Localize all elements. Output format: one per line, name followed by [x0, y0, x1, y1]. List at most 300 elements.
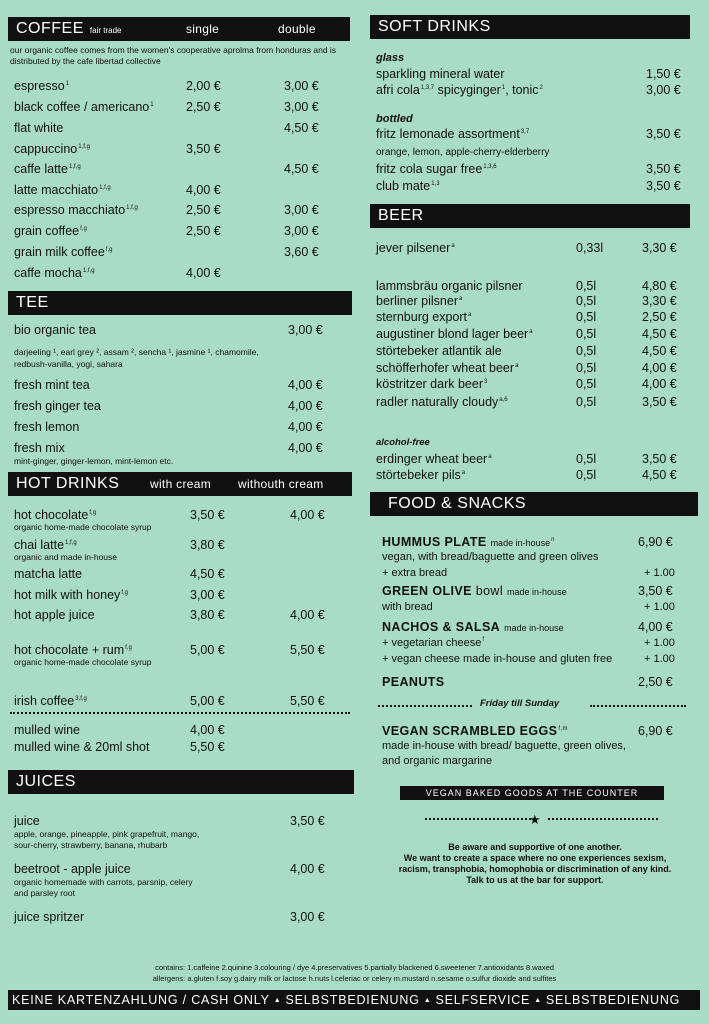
item-name [14, 588, 128, 602]
beer-row [376, 395, 692, 411]
food-detail [382, 567, 447, 579]
beer-row [376, 241, 692, 257]
food-item-row [382, 724, 692, 740]
price-with-cream: 5,50 € [190, 740, 225, 754]
food-detail-row [382, 601, 692, 615]
self-service-de-2: SELBSTBEDIENUNG [545, 993, 681, 1007]
juices-title: JUICES [16, 773, 76, 790]
item-superscript: n [551, 536, 555, 543]
item-superscript: a [468, 311, 472, 318]
item-note: redbush-vanilla, yogi, sahara [14, 359, 123, 369]
item-name [14, 100, 154, 114]
price-with-cream: 3,80 € [190, 538, 225, 552]
food-item-row [382, 675, 692, 691]
beer-row [376, 361, 692, 377]
food-price: 6,90 € [638, 724, 673, 738]
food-detail-row [382, 740, 692, 754]
food-name [382, 724, 568, 738]
price: 3,50 € [642, 452, 677, 466]
star-divider-right [548, 818, 658, 820]
food-name-text: GREEN OLIVE [382, 584, 472, 598]
beer-size: 0,5l [576, 395, 597, 409]
item-name [376, 310, 471, 324]
food-detail [382, 551, 599, 563]
beer-size: 0,5l [576, 468, 597, 482]
beer-size: 0,5l [576, 327, 597, 341]
price-single: 2,50 € [186, 100, 221, 114]
food-detail-text: vegan, with bread/baguette and green olives [382, 551, 599, 563]
item-name-text: espresso [14, 79, 65, 93]
item-name-text: caffe mocha [14, 266, 82, 280]
beer-size: 0,5l [576, 361, 597, 375]
item-name-text: grain coffee [14, 224, 80, 238]
triangle-icon: ▲ [273, 996, 282, 1004]
tee-item-row [14, 399, 350, 415]
item-note: apple, orange, pineapple, pink grapefruit, mango, [14, 829, 200, 839]
contains-legend: contains: 1.caffeine 2.quinine 3.colouring / dye 4.preservatives 5.partially blackened 6.sweetener 7.antioxidants 8.waxed [155, 963, 554, 972]
price: 3,50 € [646, 179, 681, 193]
item-name-text: black coffee / americano [14, 100, 150, 114]
item-superscript: a [458, 295, 463, 302]
food-detail [382, 637, 484, 649]
hot-drinks-header [8, 472, 352, 496]
beer-size: 0,5l [576, 452, 597, 466]
item-name [14, 814, 40, 828]
item-superscript: f,g [121, 589, 128, 596]
price-single: 2,50 € [186, 203, 221, 217]
beer-size: 0,5l [576, 294, 597, 308]
item-name [14, 378, 90, 392]
item-name-text: cappuccino [14, 142, 78, 156]
item-name-text: fresh mix [14, 441, 65, 455]
price-double: 3,60 € [284, 245, 319, 259]
price: 3,50 € [646, 162, 681, 176]
food-detail-row [382, 551, 692, 565]
hot-drink-row [14, 723, 350, 739]
item-name [376, 83, 543, 97]
price-with-cream: 5,00 € [190, 643, 225, 657]
item-superscript: 1,3,7 [420, 84, 435, 91]
food-item-row [382, 620, 692, 636]
beer-row [376, 377, 692, 393]
item-note: mint-ginger, ginger-lemon, mint-lemon etc. [14, 456, 174, 466]
food-header [370, 492, 698, 516]
juice-row [14, 862, 350, 878]
food-detail-text: + extra bread [382, 567, 448, 579]
item-name [14, 910, 84, 924]
item-name [376, 452, 492, 466]
food-name [382, 584, 567, 598]
hot-col-without-cream: withouth cream [238, 477, 324, 491]
coffee-item-row [14, 100, 350, 116]
coffee-item-row [14, 224, 350, 240]
item-name-text: espresso macchiato [14, 203, 126, 217]
item-superscript: a [529, 328, 533, 335]
allergens-legend: allergens: a.gluten f.soy g.dairy milk or lactose h.nuts l.celeriac or celery m.mustard n.sesame o.sulfur dioxide and sulfites [152, 974, 557, 983]
coffee-item-row [14, 162, 350, 178]
item-superscript: a [515, 362, 519, 369]
item-name [14, 441, 65, 455]
item-name [376, 162, 497, 176]
item-name [14, 508, 96, 522]
support-line-3: racism, transphobia, homophobia or discrimination of any kind. [398, 864, 672, 874]
price-double: 3,00 € [284, 203, 319, 217]
coffee-item-row [14, 142, 350, 158]
food-price: 4,00 € [638, 620, 673, 634]
item-superscript: 1,f,g [126, 204, 138, 211]
food-detail-row [382, 567, 692, 581]
item-name-text: fresh lemon [14, 420, 80, 434]
item-superscript: f,g [105, 246, 113, 253]
item-superscript: 1,3 [431, 180, 440, 187]
item-name-text: hot milk with honey [14, 588, 121, 602]
soft-drinks-title: SOFT DRINKS [378, 18, 491, 35]
food-title: FOOD & SNACKS [388, 495, 527, 512]
star-divider-left [425, 818, 535, 820]
price: 3,00 € [288, 323, 323, 337]
item-name-text: chai latte [14, 538, 65, 552]
price-with-cream: 5,00 € [190, 694, 225, 708]
item-superscript: 3 [483, 378, 488, 385]
food-detail-text: + vegetarian cheese [382, 637, 482, 649]
item-name-text: fritz cola sugar free [376, 162, 483, 176]
item-superscript: a [461, 469, 466, 476]
tee-item-row [14, 378, 350, 394]
item-name-text: hot chocolate [14, 508, 89, 522]
item-superscript: 1,f,g [65, 539, 77, 546]
coffee-header [8, 17, 350, 41]
item-name [14, 79, 69, 93]
price-double: 4,50 € [284, 162, 319, 176]
price-with-cream: 3,80 € [190, 608, 225, 622]
extra-price: + 1.00 [644, 637, 675, 649]
item-superscript: 1 [150, 101, 154, 108]
food-price: 2,50 € [638, 675, 673, 689]
food-detail-text: + vegan cheese made in-house and gluten free [382, 653, 613, 665]
hot-drink-row [14, 694, 350, 710]
item-name-text: irish coffee [14, 694, 75, 708]
price: 3,50 € [642, 395, 677, 409]
extra-price: + 1.00 [644, 601, 675, 613]
price-single: 4,00 € [186, 183, 221, 197]
item-name [14, 608, 95, 622]
item-name-text: , tonic [505, 83, 539, 97]
food-price: 3,50 € [638, 584, 673, 598]
food-made-in-house: made in-house [504, 623, 564, 633]
item-name [376, 344, 502, 358]
price: 4,50 € [642, 344, 677, 358]
coffee-subtitle: fair trade [89, 26, 122, 35]
item-superscript: f [482, 637, 485, 644]
item-superscript: a [451, 242, 455, 249]
item-name [376, 241, 455, 255]
price-single: 2,00 € [186, 79, 221, 93]
item-name [376, 127, 529, 141]
self-service-en: SELFSERVICE [435, 993, 531, 1007]
tee-title: TEE [16, 294, 49, 311]
item-name [14, 323, 96, 337]
item-name [14, 142, 90, 156]
item-name [376, 395, 508, 409]
price-with-cream: 3,50 € [190, 508, 225, 522]
star-icon: ★ [529, 812, 541, 827]
item-name-text: club mate [376, 179, 431, 193]
soft-drink-row [376, 179, 692, 195]
cash-only: KEINE KARTENZAHLUNG / CASH ONLY [12, 993, 270, 1007]
food-name-text: PEANUTS [382, 675, 445, 689]
item-superscript: 1,f,g [78, 143, 90, 150]
price-with-cream: 3,00 € [190, 588, 225, 602]
item-name [14, 203, 138, 217]
price-single: 3,50 € [186, 142, 221, 156]
food-detail-text: and organic margarine [382, 755, 493, 767]
coffee-col-single: single [186, 22, 220, 36]
price: 4,00 € [288, 441, 323, 455]
hot-drink-row [14, 588, 350, 604]
item-superscript: 1,f,g [82, 267, 95, 274]
item-name [376, 179, 440, 193]
item-name-text: sparkling mineral water [376, 67, 505, 81]
item-superscript: f,g [125, 644, 132, 651]
price: 4,00 € [642, 377, 677, 391]
food-detail [382, 755, 492, 767]
price: 3,00 € [646, 83, 681, 97]
item-name-text: störtebeker atlantik ale [376, 344, 502, 358]
item-name-text: fresh ginger tea [14, 399, 101, 413]
price: 4,50 € [642, 468, 677, 482]
item-note: orange, lemon, apple-cherry-elderberry [376, 147, 550, 158]
item-name-text: afri cola [376, 83, 420, 97]
price: 2,50 € [642, 310, 677, 324]
tee-item-row [14, 323, 350, 339]
food-detail [382, 601, 433, 613]
beer-size: 0,5l [576, 310, 597, 324]
glass-heading: glass [376, 52, 405, 64]
hot-drink-row [14, 740, 350, 756]
item-name [376, 361, 518, 375]
item-name [14, 723, 80, 737]
item-name [376, 468, 465, 482]
item-name-text: juice [14, 814, 40, 828]
beer-row [376, 310, 692, 326]
divider [590, 705, 686, 707]
coffee-intro: our organic coffee comes from the women's cooperative aprolma from honduras and is distributed by the cafe libertad collective [10, 45, 337, 66]
food-name-text: VEGAN SCRAMBLED EGGS [382, 724, 558, 738]
item-superscript: 2 [539, 84, 543, 91]
support-message [370, 842, 700, 886]
item-superscript: f,g [89, 509, 97, 516]
beer-size: 0,33l [576, 241, 604, 255]
item-superscript: 1,3,6 [483, 163, 497, 170]
item-name-text: latte macchiato [14, 183, 99, 197]
food-name-suffix: bowl [471, 584, 504, 598]
item-name-text: grain milk coffee [14, 245, 105, 259]
price-without-cream: 4,00 € [290, 508, 325, 522]
item-name-text: fresh mint tea [14, 378, 90, 392]
item-note: and parsley root [14, 888, 75, 898]
price: 3,50 € [290, 814, 325, 828]
juices-header [8, 770, 354, 794]
item-superscript: 1 [501, 84, 506, 91]
item-name-text: störtebeker pils [376, 468, 461, 482]
weekend-label: Friday till Sunday [480, 698, 560, 709]
price-double: 4,50 € [284, 121, 319, 135]
divider [10, 712, 350, 714]
item-name-text: hot chocolate + rum [14, 643, 125, 657]
triangle-icon: ▲ [534, 996, 542, 1004]
hot-drinks-title: HOT DRINKS [16, 475, 120, 492]
food-detail [382, 653, 612, 665]
item-name-text: mulled wine [14, 723, 81, 737]
food-detail-row [382, 755, 692, 769]
juice-row [14, 814, 350, 830]
item-superscript: 3,f,g [75, 695, 87, 702]
item-name [14, 740, 149, 754]
item-note: sour-cherry, strawberry, banana, rhubarb [14, 840, 168, 850]
food-detail-row [382, 653, 692, 667]
price-double: 3,00 € [284, 79, 319, 93]
item-superscript: 1 [65, 80, 70, 87]
extra-price: + 1.00 [644, 567, 675, 579]
coffee-col-double: double [278, 22, 316, 36]
item-name-text: lammsbräu organic pilsner [376, 279, 523, 293]
price: 1,50 € [646, 67, 681, 81]
food-item-row [382, 584, 692, 600]
item-name [376, 67, 505, 81]
item-name-text: köstritzer dark beer [376, 377, 483, 391]
item-note: organic and made in-house [14, 552, 118, 562]
food-item-row [382, 535, 692, 551]
item-name-text: matcha latte [14, 567, 83, 581]
food-name-text: NACHOS & SALSA [382, 620, 501, 634]
soft-drink-row [376, 67, 692, 83]
item-name [14, 183, 111, 197]
beer-size: 0,5l [576, 279, 597, 293]
item-name [14, 643, 132, 657]
item-note: organic home-made chocolate syrup [14, 522, 152, 532]
item-name-text: juice spritzer [14, 910, 85, 924]
item-superscript: f,m [558, 725, 568, 732]
item-name [14, 224, 87, 238]
food-detail-text: with bread [382, 601, 433, 613]
item-name [14, 399, 101, 413]
extra-price: + 1.00 [644, 653, 675, 665]
coffee-item-row [14, 79, 350, 95]
item-name [14, 567, 82, 581]
price: 4,00 € [290, 862, 325, 876]
item-name-text: augustiner blond lager beer [376, 327, 529, 341]
food-name [382, 535, 555, 549]
tee-item-row [14, 420, 350, 436]
beer-header [370, 204, 690, 228]
bottled-heading: bottled [376, 113, 413, 125]
item-superscript: a [488, 453, 492, 460]
hot-drink-row [14, 567, 350, 583]
price: 4,00 € [288, 399, 323, 413]
price-single: 2,50 € [186, 224, 221, 238]
item-superscript: a,6 [499, 396, 508, 403]
price: 4,80 € [642, 279, 677, 293]
triangle-icon: ▲ [423, 996, 432, 1004]
item-name [14, 162, 81, 176]
item-name-text: schöfferhofer wheat beer [376, 361, 515, 375]
coffee-item-row [14, 183, 350, 199]
item-superscript: 1,f,g [99, 184, 111, 191]
food-name [382, 675, 445, 689]
soft-drink-row [376, 127, 692, 143]
hot-drink-row [14, 608, 350, 624]
price: 4,00 € [288, 378, 323, 392]
divider [378, 705, 472, 707]
price-double: 3,00 € [284, 224, 319, 238]
coffee-item-row [14, 245, 350, 261]
support-line-1: Be aware and supportive of one another. [448, 842, 622, 852]
beer-row [376, 327, 692, 343]
hot-col-with-cream: with cream [150, 477, 212, 491]
item-superscript: f,g [80, 225, 87, 232]
item-name [14, 538, 77, 552]
price-with-cream: 4,00 € [190, 723, 225, 737]
item-name-text: flat white [14, 121, 64, 135]
soft-drink-row [376, 83, 692, 99]
food-made-in-house: made in-house [490, 538, 551, 548]
coffee-title: COFFEE [16, 20, 84, 37]
food-name-text: HUMMUS PLATE [382, 535, 487, 549]
item-name [14, 694, 87, 708]
price: 3,30 € [642, 294, 677, 308]
beer-row [376, 294, 692, 310]
price-single: 4,00 € [186, 266, 221, 280]
item-name [14, 245, 112, 259]
coffee-item-row [14, 266, 350, 282]
item-note: darjeeling ¹, earl grey ², assam ², sencha ¹, jasmine ¹, chamomile, [14, 347, 259, 357]
item-name-text: berliner pilsner [376, 294, 458, 308]
self-service-de: SELBSTBEDIENUNG [285, 993, 420, 1007]
item-name [376, 377, 487, 391]
price: 4,00 € [642, 361, 677, 375]
beer-row [376, 344, 692, 360]
food-name [382, 620, 564, 634]
item-name [376, 294, 462, 308]
footer-bar [8, 990, 700, 1010]
item-name-text: erdinger wheat beer [376, 452, 488, 466]
item-name-text: mulled wine & 20ml shot [14, 740, 150, 754]
item-name [14, 121, 63, 135]
beer-title: BEER [378, 207, 424, 224]
item-name-text: radler naturally cloudy [376, 395, 499, 409]
alcohol-free-heading: alcohol-free [376, 437, 430, 448]
item-name-text: bio organic tea [14, 323, 97, 337]
item-name [14, 266, 95, 280]
item-name-text: caffe latte [14, 162, 68, 176]
support-line-2: We want to create a space where no one experiences sexism, [403, 853, 667, 863]
item-name-text: fritz lemonade assortment [376, 127, 520, 141]
beer-row [376, 279, 692, 295]
item-name-text: beetroot - apple juice [14, 862, 131, 876]
food-price: 6,90 € [638, 535, 673, 549]
food-detail [382, 740, 626, 752]
food-detail-text: made in-house with bread/ baguette, green olives, [382, 740, 626, 752]
price: 3,00 € [290, 910, 325, 924]
item-note: organic home-made chocolate syrup [14, 657, 152, 667]
food-made-in-house: made in-house [507, 587, 567, 597]
price: 4,50 € [642, 327, 677, 341]
price: 3,30 € [642, 241, 677, 255]
beer-row [376, 468, 692, 484]
coffee-item-row [14, 203, 350, 219]
tee-header [8, 291, 352, 315]
price: 3,50 € [646, 127, 681, 141]
